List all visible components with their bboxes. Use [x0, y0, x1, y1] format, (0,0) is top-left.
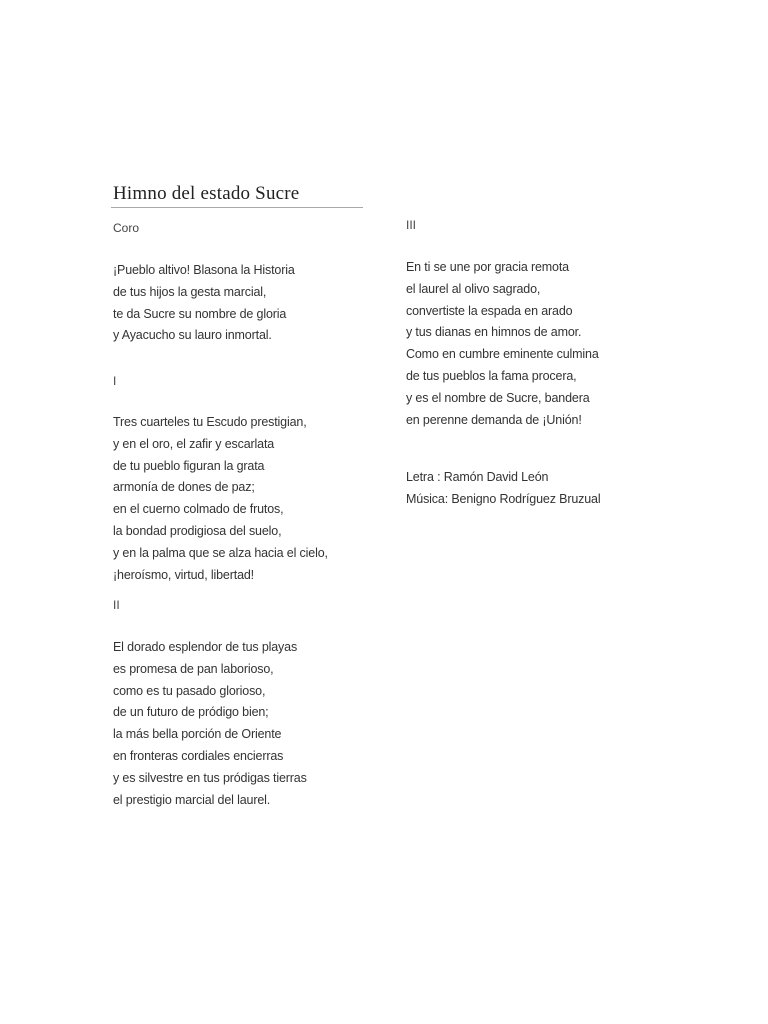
verse-line: como es tu pasado glorioso,	[113, 683, 266, 698]
verse-line: y en la palma que se alza hacia el cielo,	[113, 545, 328, 560]
verse-line: ¡Pueblo altivo! Blasona la Historia	[113, 263, 295, 277]
stanza-2	[113, 637, 307, 811]
coro-stanza	[113, 260, 295, 347]
verse-line: Como en cumbre eminente culmina	[406, 347, 599, 362]
verse-line: de un futuro de pródigo bien;	[113, 705, 269, 720]
verse-line: y en el oro, el zafir y escarlata	[113, 436, 275, 451]
verse-line: Tres cuarteles tu Escudo prestigian,	[113, 415, 307, 429]
verse-line: en el cuerno colmado de frutos,	[113, 502, 284, 517]
verse-line: en fronteras cordiales encierras	[113, 748, 284, 763]
verse-line: y Ayacucho su lauro inmortal.	[113, 328, 272, 343]
verse-line: de tus pueblos la fama procera,	[406, 368, 577, 383]
verse-line: armonía de dones de paz;	[113, 480, 255, 495]
lyrics-credit: Letra : Ramón David León	[406, 470, 549, 484]
stanza-1-label: I	[113, 374, 117, 388]
page-title: Himno del estado Sucre	[113, 183, 300, 204]
verse-line: la más bella porción de Oriente	[113, 727, 282, 742]
verse-line: la bondad prodigiosa del suelo,	[113, 523, 282, 538]
verse-line: de tus hijos la gesta marcial,	[113, 284, 267, 299]
title-divider	[111, 207, 363, 208]
verse-line: de tu pueblo figuran la grata	[113, 458, 265, 473]
stanza-3-label: III	[406, 218, 417, 232]
coro-label: Coro	[113, 221, 140, 235]
verse-line: en perenne demanda de ¡Unión!	[406, 412, 582, 427]
verse-line: el prestigio marcial del laurel.	[113, 792, 271, 807]
stanza-1	[113, 412, 328, 586]
verse-line: En ti se une por gracia remota	[406, 260, 569, 274]
verse-line: convertiste la espada en arado	[406, 303, 573, 318]
verse-line: y es el nombre de Sucre, bandera	[406, 390, 590, 405]
verse-line: ¡heroísmo, virtud, libertad!	[113, 567, 254, 582]
verse-line: El dorado esplendor de tus playas	[113, 640, 298, 654]
stanza-3	[406, 257, 599, 431]
verse-line: es promesa de pan laborioso,	[113, 661, 274, 676]
music-credit: Música: Benigno Rodríguez Bruzual	[406, 491, 601, 506]
verse-line: y es silvestre en tus pródigas tierras	[113, 770, 307, 785]
verse-line: y tus dianas en himnos de amor.	[406, 325, 582, 340]
verse-line: te da Sucre su nombre de gloria	[113, 306, 287, 321]
credits	[406, 467, 600, 511]
stanza-2-label: II	[113, 598, 120, 612]
verse-line: el laurel al olivo sagrado,	[406, 281, 541, 296]
